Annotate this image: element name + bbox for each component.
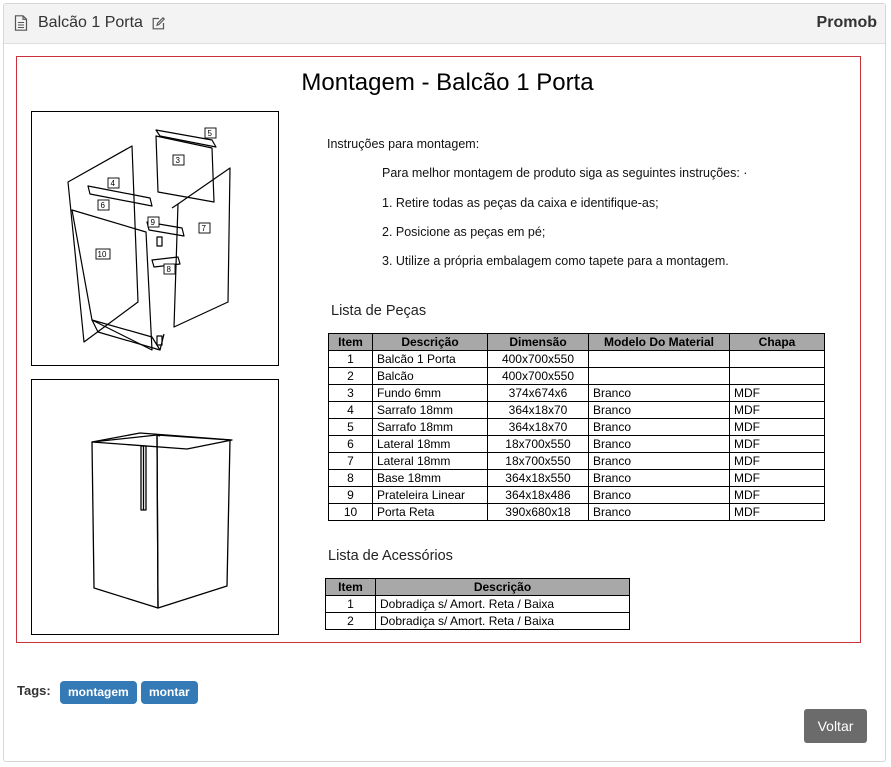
table-cell: 390x680x18: [488, 504, 589, 521]
table-row: [326, 613, 630, 630]
table-cell: 1: [329, 351, 373, 368]
part-label-7: [199, 223, 210, 233]
col-header-item: Item: [326, 579, 376, 596]
table-cell: 10: [329, 504, 373, 521]
table-row: [329, 436, 825, 453]
table-cell: MDF: [730, 487, 825, 504]
brand-label: Promob: [816, 14, 877, 31]
svg-text:5: 5: [207, 129, 212, 138]
table-cell: Balcão 1 Porta: [373, 351, 488, 368]
part-label-10: [96, 249, 110, 259]
assembled-cabinet-drawing: [32, 380, 278, 634]
parts-table-body: [329, 351, 825, 521]
edit-icon[interactable]: [152, 17, 165, 30]
instruction-line: 3. Utilize a própria embalagem como tapete para a montagem.: [382, 254, 729, 268]
table-cell: MDF: [730, 402, 825, 419]
table-row: [329, 419, 825, 436]
svg-text:3: 3: [175, 156, 180, 165]
parts-table: [328, 333, 825, 521]
table-cell: 364x18x70: [488, 402, 589, 419]
table-cell: [730, 351, 825, 368]
table-cell: MDF: [730, 419, 825, 436]
table-cell: 364x18x70: [488, 419, 589, 436]
svg-text:6: 6: [100, 201, 105, 210]
svg-text:7: 7: [201, 224, 206, 233]
table-row: [329, 351, 825, 368]
page-title: Balcão 1 Porta: [38, 14, 143, 31]
instructions-label: Instruções para montagem:: [327, 137, 480, 151]
part-label-8: [164, 264, 175, 274]
exploded-view-drawing: [32, 112, 278, 365]
table-cell: Lateral 18mm: [373, 436, 488, 453]
tag-montar[interactable]: montar: [141, 681, 198, 704]
svg-text:9: 9: [150, 218, 155, 227]
table-cell: 1: [326, 596, 376, 613]
col-header-item: Item: [329, 334, 373, 351]
assembled-cabinet-image: [31, 379, 279, 635]
table-cell: Dobradiça s/ Amort. Reta / Baixa: [376, 613, 630, 630]
table-cell: 18x700x550: [488, 453, 589, 470]
table-cell: Porta Reta: [373, 504, 488, 521]
col-header-dimension: Dimensão: [488, 334, 589, 351]
table-row: [329, 402, 825, 419]
table-cell: 8: [329, 470, 373, 487]
exploded-view-image: [31, 111, 279, 366]
table-row: [329, 470, 825, 487]
table-cell: 400x700x550: [488, 368, 589, 385]
table-cell: Sarrafo 18mm: [373, 419, 488, 436]
document-icon: [14, 15, 28, 31]
table-cell: Fundo 6mm: [373, 385, 488, 402]
table-row: [329, 504, 825, 521]
table-cell: [589, 351, 730, 368]
table-cell: Branco: [589, 419, 730, 436]
document-title: Montagem - Balcão 1 Porta: [301, 69, 594, 96]
table-cell: 9: [329, 487, 373, 504]
table-cell: Branco: [589, 504, 730, 521]
svg-text:4: 4: [110, 179, 115, 188]
table-cell: 3: [329, 385, 373, 402]
table-row: [329, 385, 825, 402]
table-cell: MDF: [730, 436, 825, 453]
col-header-sheet: Chapa: [730, 334, 825, 351]
table-row: [329, 487, 825, 504]
parts-list-title: Lista de Peças: [331, 303, 427, 319]
back-button[interactable]: Voltar: [804, 709, 867, 743]
table-cell: 5: [329, 419, 373, 436]
accessories-table: [325, 578, 630, 630]
tag-montagem[interactable]: montagem: [60, 681, 137, 704]
table-cell: 2: [326, 613, 376, 630]
table-cell: 2: [329, 368, 373, 385]
table-cell: Branco: [589, 436, 730, 453]
svg-text:8: 8: [166, 265, 171, 274]
accessories-list-title: Lista de Acessórios: [328, 548, 453, 564]
table-cell: Sarrafo 18mm: [373, 402, 488, 419]
table-row: [329, 453, 825, 470]
table-cell: Branco: [589, 385, 730, 402]
table-cell: Prateleira Linear: [373, 487, 488, 504]
table-row: [329, 368, 825, 385]
accessories-table-body: [326, 596, 630, 630]
instruction-line: Para melhor montagem de produto siga as seguintes instruções: ·: [382, 166, 748, 180]
table-cell: 6: [329, 436, 373, 453]
table-cell: 364x18x550: [488, 470, 589, 487]
accessories-table-header: [326, 579, 630, 596]
table-cell: Base 18mm: [373, 470, 488, 487]
table-cell: MDF: [730, 504, 825, 521]
table-row: [326, 596, 630, 613]
table-cell: Dobradiça s/ Amort. Reta / Baixa: [376, 596, 630, 613]
instruction-line: 2. Posicione as peças em pé;: [382, 225, 546, 239]
svg-text:10: 10: [97, 250, 107, 259]
part-label-3: [173, 155, 184, 165]
table-cell: MDF: [730, 470, 825, 487]
table-cell: MDF: [730, 453, 825, 470]
assembly-document: [16, 56, 861, 643]
part-label-6: [98, 200, 109, 210]
tags-label: Tags:: [17, 683, 51, 698]
col-header-description: Descrição: [373, 334, 488, 351]
table-cell: MDF: [730, 385, 825, 402]
parts-table-header: [329, 334, 825, 351]
table-cell: 374x674x6: [488, 385, 589, 402]
instruction-line: 1. Retire todas as peças da caixa e identifique-as;: [382, 196, 659, 210]
col-header-description: Descrição: [376, 579, 630, 596]
table-cell: 364x18x486: [488, 487, 589, 504]
table-cell: 4: [329, 402, 373, 419]
part-label-5: [205, 128, 216, 138]
table-cell: Lateral 18mm: [373, 453, 488, 470]
table-cell: Balcão: [373, 368, 488, 385]
table-cell: Branco: [589, 453, 730, 470]
table-cell: Branco: [589, 402, 730, 419]
panel-header: [4, 4, 885, 44]
table-cell: Branco: [589, 487, 730, 504]
table-cell: 18x700x550: [488, 436, 589, 453]
table-cell: [730, 368, 825, 385]
table-cell: [589, 368, 730, 385]
col-header-material: Modelo Do Material: [589, 334, 730, 351]
part-label-4: [108, 178, 119, 188]
table-cell: Branco: [589, 470, 730, 487]
table-cell: 400x700x550: [488, 351, 589, 368]
part-label-9: [148, 217, 159, 227]
table-cell: 7: [329, 453, 373, 470]
